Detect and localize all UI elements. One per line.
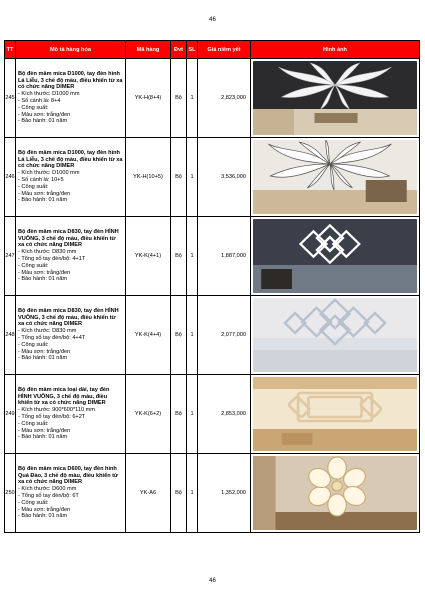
product-image-cell [251,59,420,138]
ceiling-lamp-photo-icon [253,456,417,530]
spec-line: - Màu sơn: trắng/đen [18,506,71,513]
product-price: 2,823,000 [198,59,251,138]
product-qty: 1 [187,217,198,296]
product-image-cell [251,454,420,533]
product-name: Bộ đèn mâm mica D1000, tay đèn hình Lá Liễu, 3 chế độ màu, điều khiển từ xa có chức năng DIMER [18,149,123,170]
product-image-cell [251,138,420,217]
table-row [5,59,420,138]
header-qty: SL [187,41,198,59]
spec-line: - Số cánh lá: 10+5 [18,177,64,183]
product-table [4,40,420,533]
table-row [5,296,420,375]
product-price: 1,352,000 [198,454,251,533]
spec-line: - Màu sơn: trắng/đen [18,111,71,118]
row-number: 246 [5,138,16,217]
spec-line: - Công suất: [18,104,49,111]
spec-line: - Màu sơn: trắng/đen [18,190,71,197]
product-name: Bộ đèn mâm mica D830, tay đèn HÌNH VUÔNG, 3 chế độ màu, điều khiển từ xa có chức năng DIMER [18,307,119,328]
spec-line: - Tổng số tay đèn/bộ: 4+4T [18,335,86,341]
product-code: YK-K(4+1) [126,217,171,296]
product-name: Bộ đèn mâm mica D1000, tay đèn hình Lá Liễu, 3 chế độ màu, điều khiển từ xa có chức năng DIMER [18,70,123,91]
product-code: YK-H(10+5) [126,138,171,217]
row-number: 247 [5,217,16,296]
ceiling-lamp-photo-icon [253,219,417,293]
spec-line: - Kích thước: D830 mm [18,249,77,256]
product-description [16,138,126,217]
product-unit: Bộ [171,375,187,454]
spec-line: - Bảo hành: 01 năm [18,434,68,441]
product-image-cell [251,296,420,375]
header-description: Mô tả hàng hóa [16,41,126,59]
spec-line: - Công suất: [18,262,49,269]
spec-line: - Màu sơn: trắng/đen [18,269,71,276]
spec-line: - Bảo hành: 01 năm [18,355,68,362]
header-image: Hình ảnh [251,41,420,59]
spec-line: - Công suất: [18,420,49,427]
table-row [5,375,420,454]
spec-line: - Số cánh lá: 8+4 [18,98,61,104]
row-number: 250 [5,454,16,533]
product-unit: Bộ [171,296,187,375]
product-unit: Bộ [171,138,187,217]
ceiling-lamp-photo-icon [253,61,417,135]
product-name: Bộ đèn mâm mica loại dài, tay đèn HÌNH VUÔNG, 3 chế độ màu, điều khiển từ xa có chức năng DIMER [18,386,110,407]
ceiling-lamp-photo-icon [253,377,417,451]
product-description [16,59,126,138]
product-description [16,454,126,533]
product-name: Bộ đèn mâm mica D600, tay đèn hình Quả Đào, 3 chế độ màu, điều khiển từ xa có chức năng DIMER [18,465,119,486]
spec-line: - Công suất: [18,499,49,506]
spec-line: - Tổng số tay đèn/bộ: 6+2T [18,414,86,420]
product-code: YK-K(4+4) [126,296,171,375]
spec-line: - Kích thước: D830 mm [18,328,77,335]
product-unit: Bộ [171,454,187,533]
product-description [16,375,126,454]
product-image-cell [251,217,420,296]
product-description [16,296,126,375]
spec-line: - Bảo hành: 01 năm [18,276,68,283]
spec-line: - Bảo hành: 01 năm [18,197,68,204]
product-code: YK-K(6+2) [126,375,171,454]
spec-line: - Bảo hành: 01 năm [18,513,68,520]
product-unit: Bộ [171,217,187,296]
ceiling-lamp-photo-icon [253,140,417,214]
spec-line: - Công suất: [18,183,49,190]
product-price: 2,077,000 [198,296,251,375]
table-row [5,454,420,533]
header-code: Mã hàng [126,41,171,59]
page-number-bottom: 46 [209,578,216,584]
spec-line: - Kích thước: D1000 mm [18,91,80,98]
product-qty: 1 [187,59,198,138]
table-row [5,217,420,296]
table-row [5,138,420,217]
row-number: 245 [5,59,16,138]
ceiling-lamp-photo-icon [253,298,417,372]
spec-line: - Công suất: [18,341,49,348]
spec-line: - Kích thước: D1000 mm [18,170,80,177]
page-number-top: 46 [209,17,216,23]
header-unit: Đvt [171,41,187,59]
product-price: 1,887,000 [198,217,251,296]
product-qty: 1 [187,375,198,454]
spec-line: - Bảo hành: 01 năm [18,118,68,125]
spec-line: - Tổng số tay đèn/bộ: 6T [18,493,79,499]
product-image-cell [251,375,420,454]
product-code: YK-H(8+4) [126,59,171,138]
product-price: 2,853,000 [198,375,251,454]
spec-line: - Kích thước: D600 mm [18,486,77,493]
product-name: Bộ đèn mâm mica D830, tay đèn HÌNH VUÔNG, 3 chế độ màu, điều khiển từ xa có chức năng DIMER [18,228,119,249]
product-code: YK-A6 [126,454,171,533]
product-unit: Bộ [171,59,187,138]
product-qty: 1 [187,296,198,375]
table-header-row [5,41,420,59]
header-price: Giá niêm yết [198,41,251,59]
product-qty: 1 [187,454,198,533]
row-number: 249 [5,375,16,454]
spec-line: - Màu sơn: trắng/đen [18,427,71,434]
product-qty: 1 [187,138,198,217]
spec-line: - Màu sơn: trắng/đen [18,348,71,355]
row-number: 248 [5,296,16,375]
spec-line: - Tổng số tay đèn/bộ: 4+1T [18,256,86,262]
header-tt: TT [5,41,16,59]
product-description [16,217,126,296]
product-price: 3,536,000 [198,138,251,217]
spec-line: - Kích thước: 900*600*110 mm [18,407,95,414]
